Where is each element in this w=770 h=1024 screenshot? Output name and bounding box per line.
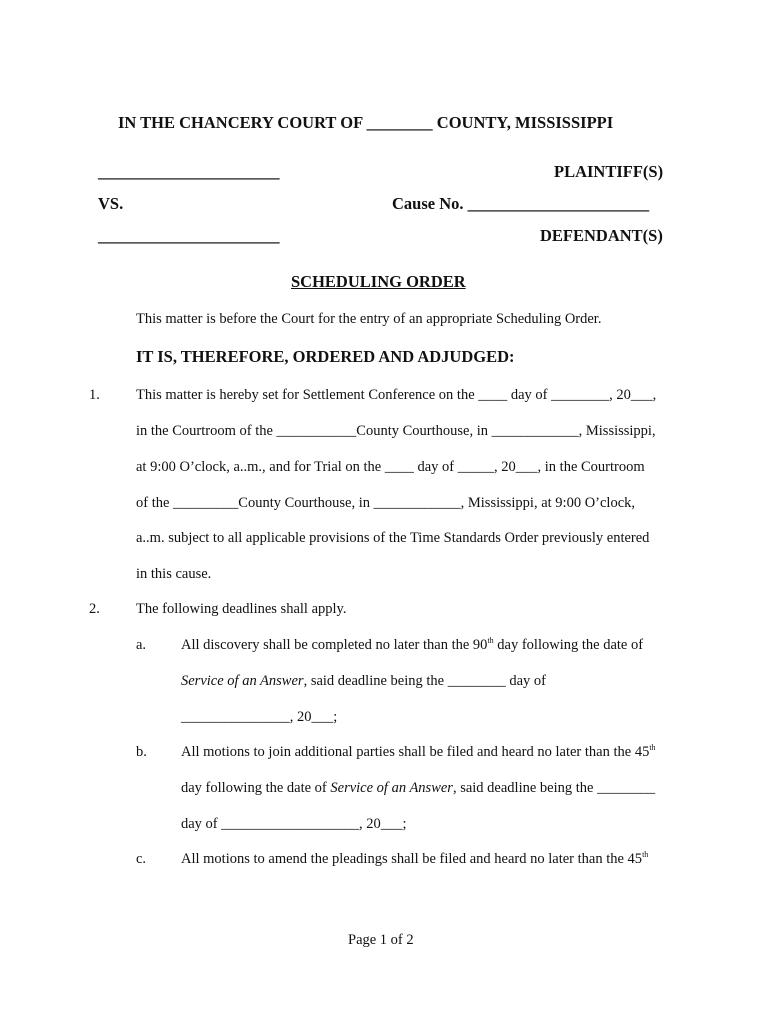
item-1-line: a..m. subject to all applicable provisions of the Time Standards Order previously entered [136,530,650,546]
item-1-line: of the _________County Courthouse, in ____________, Mississippi, at 9:00 O’clock, [136,495,636,511]
item-1-line: This matter is hereby set for Settlement Conference on the ____ day of ________, 20___, [136,387,657,403]
item-1-number: 1. [89,387,100,403]
order-title: SCHEDULING ORDER [291,272,466,291]
defendant-label: DEFENDANT(S) [540,226,663,245]
sub-a-line-1: All discovery shall be completed no later than the 90th day following the date of [181,636,644,653]
intro-paragraph: This matter is before the Court for the entry of an appropriate Scheduling Order. [136,311,602,327]
defendant-blank: ______________________ [98,226,280,245]
sub-b-line-2: day following the date of Service of an Answer, said deadline being the ________ [181,780,656,796]
item-1-line: in the Courtroom of the ___________County Courthouse, in ____________, Mississippi, [136,423,656,439]
versus-label: VS. [98,194,124,213]
sub-a-letter: a. [136,637,147,653]
sub-c-letter: c. [136,851,147,867]
item-1-line: at 9:00 O’clock, a..m., and for Trial on the ____ day of _____, 20___, in the Courtroom [136,459,645,475]
sub-c-line-1: All motions to amend the pleadings shall be filed and heard no later than the 45th [181,850,649,867]
page-number: Page 1 of 2 [348,932,414,948]
sub-b-line-1: All motions to join additional parties shall be filed and heard no later than the 45th [181,743,656,760]
plaintiff-blank: ______________________ [98,162,280,181]
sub-b-letter: b. [136,744,147,760]
plaintiff-label: PLAINTIFF(S) [554,162,664,181]
item-2-text: The following deadlines shall apply. [136,601,347,617]
sub-b-line-3: day of ___________________, 20___; [181,816,407,832]
sub-a-line-3: _______________, 20___; [181,709,338,725]
sub-a-line-2: Service of an Answer, said deadline being the ________ day of [181,673,546,689]
decree-heading: IT IS, THEREFORE, ORDERED AND ADJUDGED: [136,347,515,366]
item-1-line: in this cause. [136,566,212,582]
item-2-number: 2. [89,601,100,617]
cause-number: Cause No. ______________________ [392,194,650,213]
court-title: IN THE CHANCERY COURT OF ________ COUNTY, MISSISSIPPI [118,113,614,132]
